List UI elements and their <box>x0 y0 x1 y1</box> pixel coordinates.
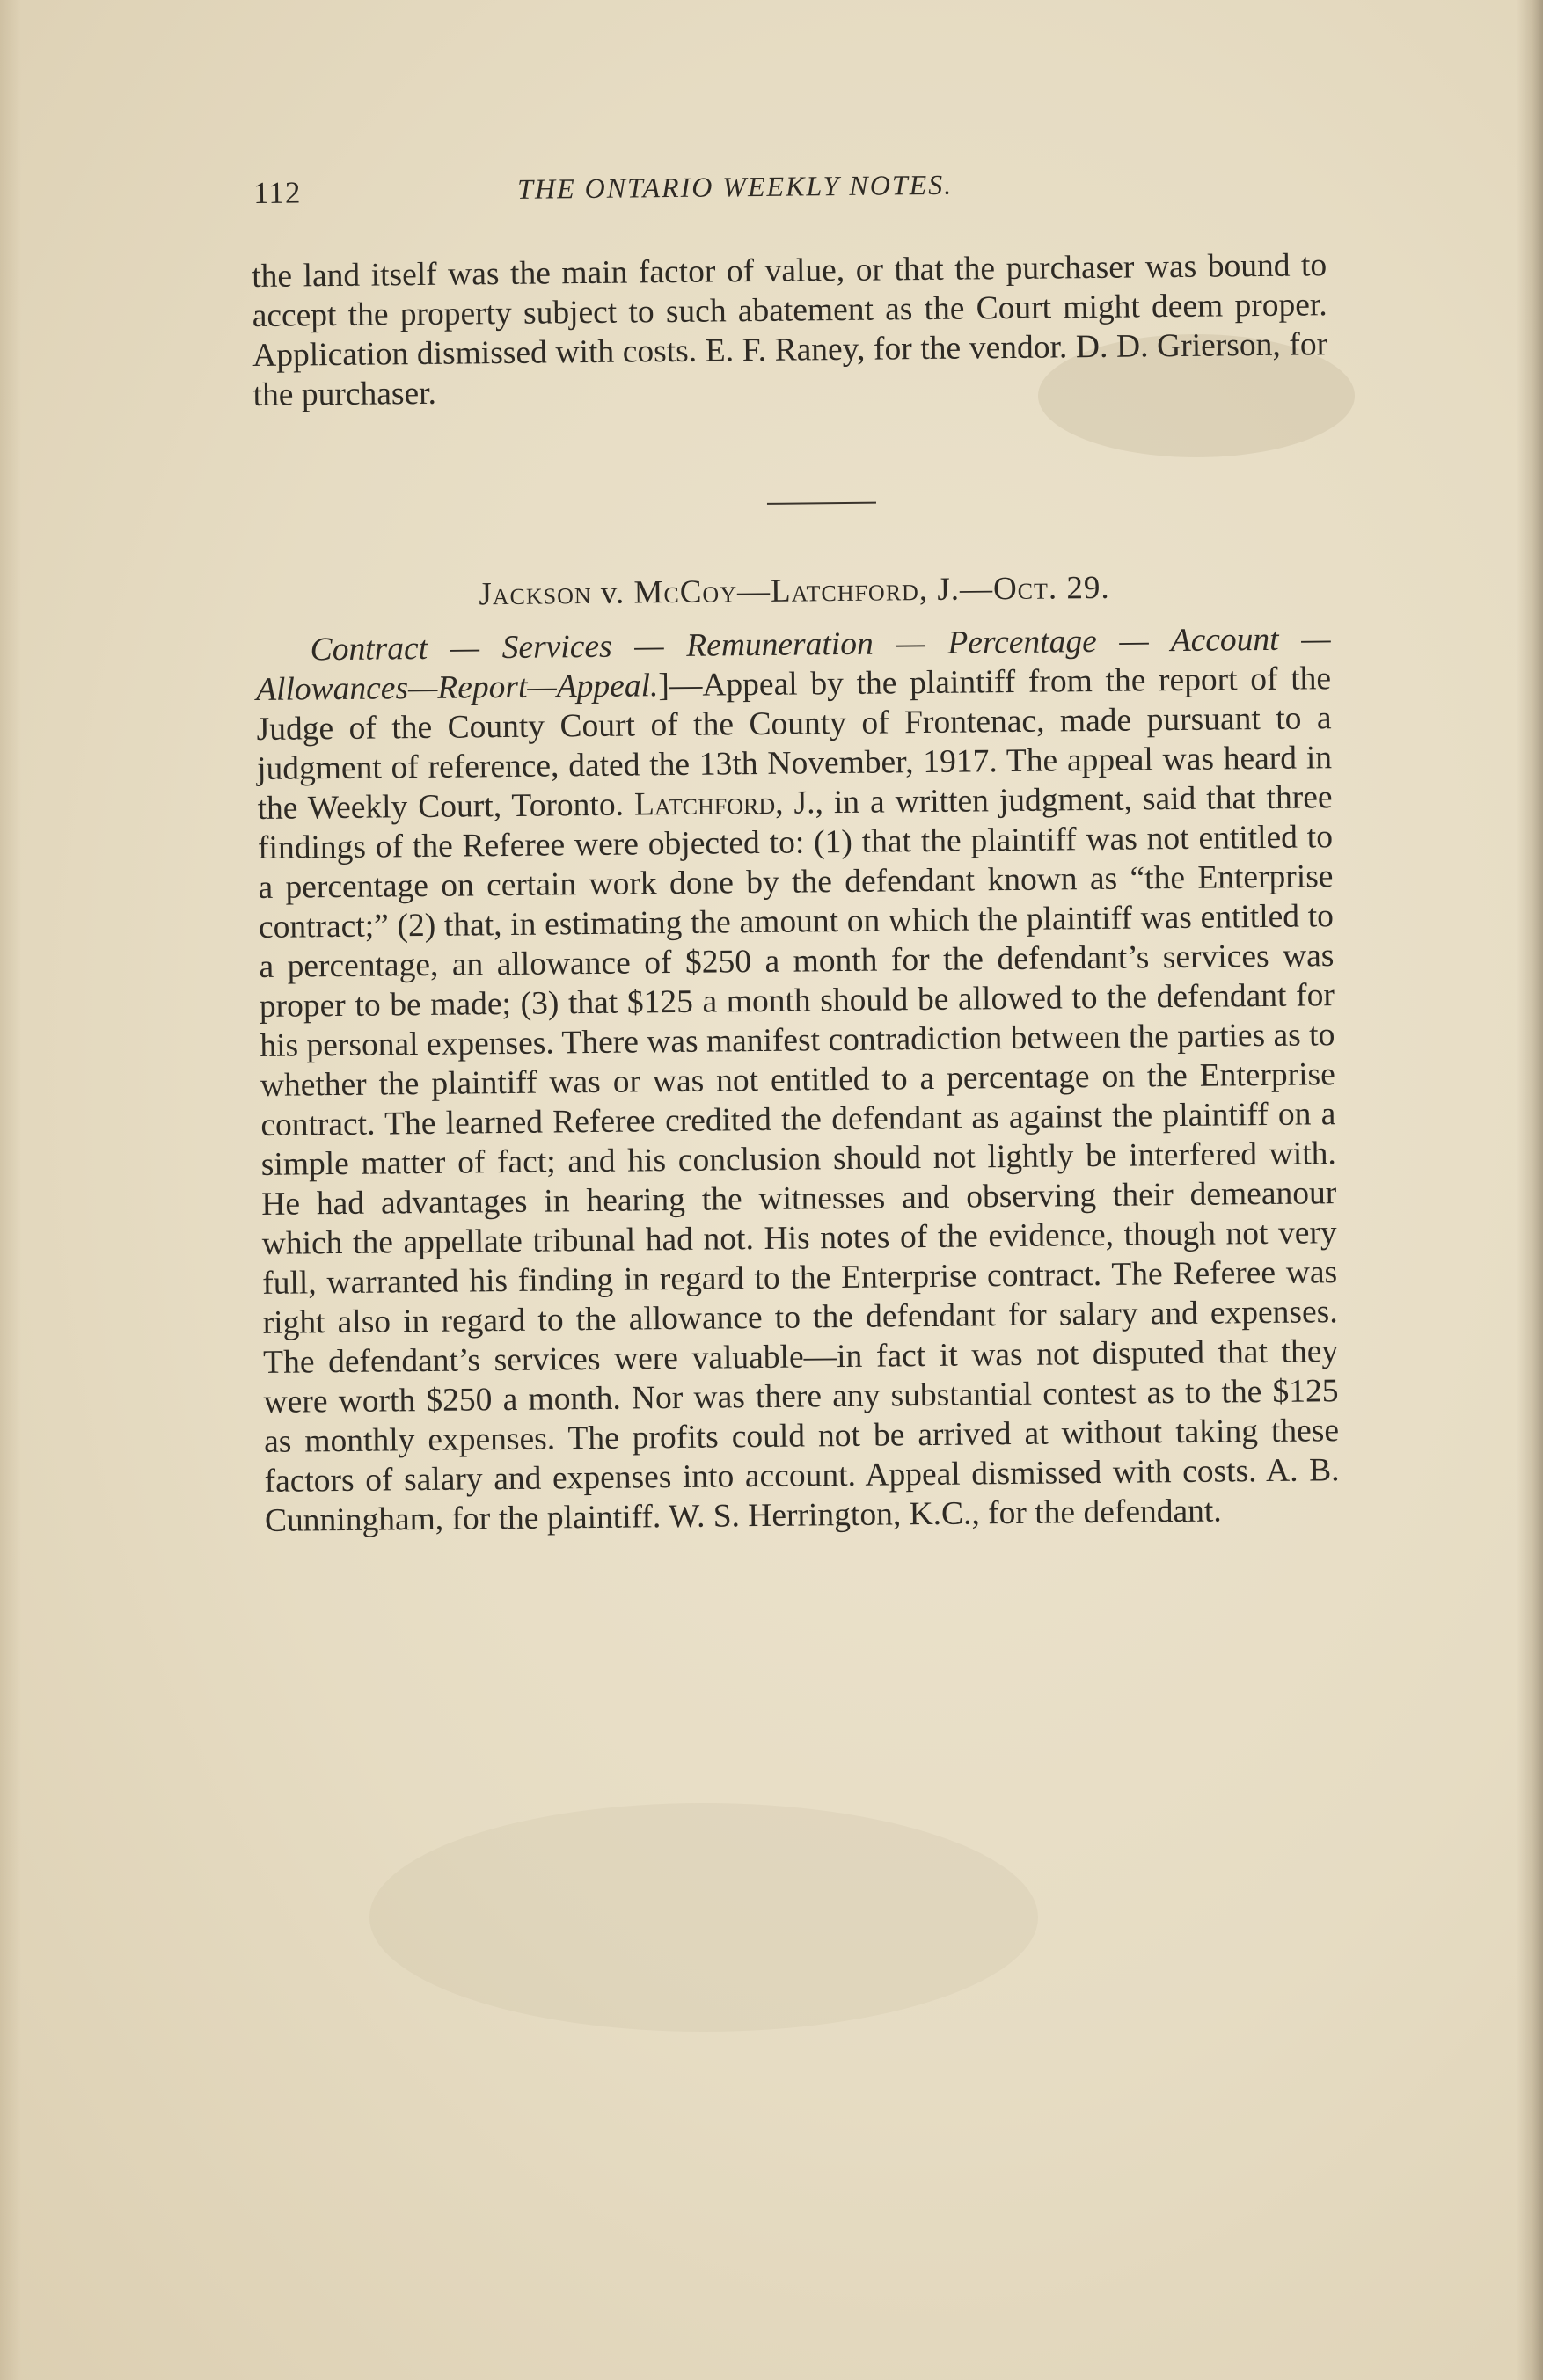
case-catchwords: Contract — Services — Remuneration — Percentage — Account — Allowances—Report—Appeal. <box>255 621 1331 708</box>
case-versus: v. <box>591 574 634 611</box>
case-judgment-text: , J., in a written judgment, said that three findings of the Referee were objected to: (1) that the plaintiff was not entitled to a percentage on certain work done by the defendant known as “the Enterprise contract;” (2) that, in estimating the amount on which the plaintiff was entitled to a percentage, an allowance of $250 a month for the defendant’s services was proper to be made; (3) that $125 a month should be allowed to the defendant for his personal expenses. There was manifest contradiction between the parties as to whether the plaintiff was or was not entitled to a percentage on the Enterprise contract. The learned Referee credited the defendant as against the plaintiff on a simple matter of fact; and his conclusion should not lightly be interfered with. He had advantages in hearing the witnesses and observing their demeanour which the appellate tribunal had not. His notes of the evidence, though not very full, warranted his finding in regard to the Enterprise contract. The Referee was right also in regard to the allowance to the defendant for salary and expenses. The defendant’s services were valuable—in fact it was not disputed that they were worth $250 a month. Nor was there any substantial contest as to the $125 as monthly expenses. The profits could not be arrived at without taking these factors of salary and expenses into account. Appeal dismissed with costs. A. B. Cunningham, for the plaintiff. W. S. Herrington, K.C., for the defendant. <box>257 779 1340 1539</box>
case-intro: ]—Appeal by the plaintiff from the report of the Judge of the County Court of the County of Frontenac, made pursuant to a judgment of reference, dated the 13th November, 1917. The appeal was heard in the Weekly Court, Toronto. <box>256 661 1333 827</box>
case-party-one: Jackson <box>479 574 592 613</box>
case-party-two: McCoy <box>633 573 738 611</box>
case-headnote <box>255 619 1340 1541</box>
page-header <box>253 164 1329 229</box>
paper-show-through <box>369 1803 1038 2032</box>
page-number: 112 <box>253 175 302 210</box>
previous-case-conclusion: the land itself was the main factor of value, or that the purchaser was bound to accept the property subject to such abatement as the Court might deem proper. Application dismissed with costs. E. F. Raney, for the vendor. D. D. Grierson, for the purchaser. <box>252 247 1328 413</box>
section-divider <box>767 502 876 505</box>
judge-name: Latchford <box>633 785 776 823</box>
case-judge: —Latchford, J.— <box>736 571 994 610</box>
page-right-edge-shadow <box>1517 0 1543 2380</box>
case-title <box>257 566 1332 617</box>
page-left-edge-shadow <box>0 0 21 2380</box>
running-head: THE ONTARIO WEEKLY NOTES. <box>516 168 954 205</box>
page-body <box>252 245 1340 1541</box>
case-date: Oct. 29. <box>992 569 1110 608</box>
